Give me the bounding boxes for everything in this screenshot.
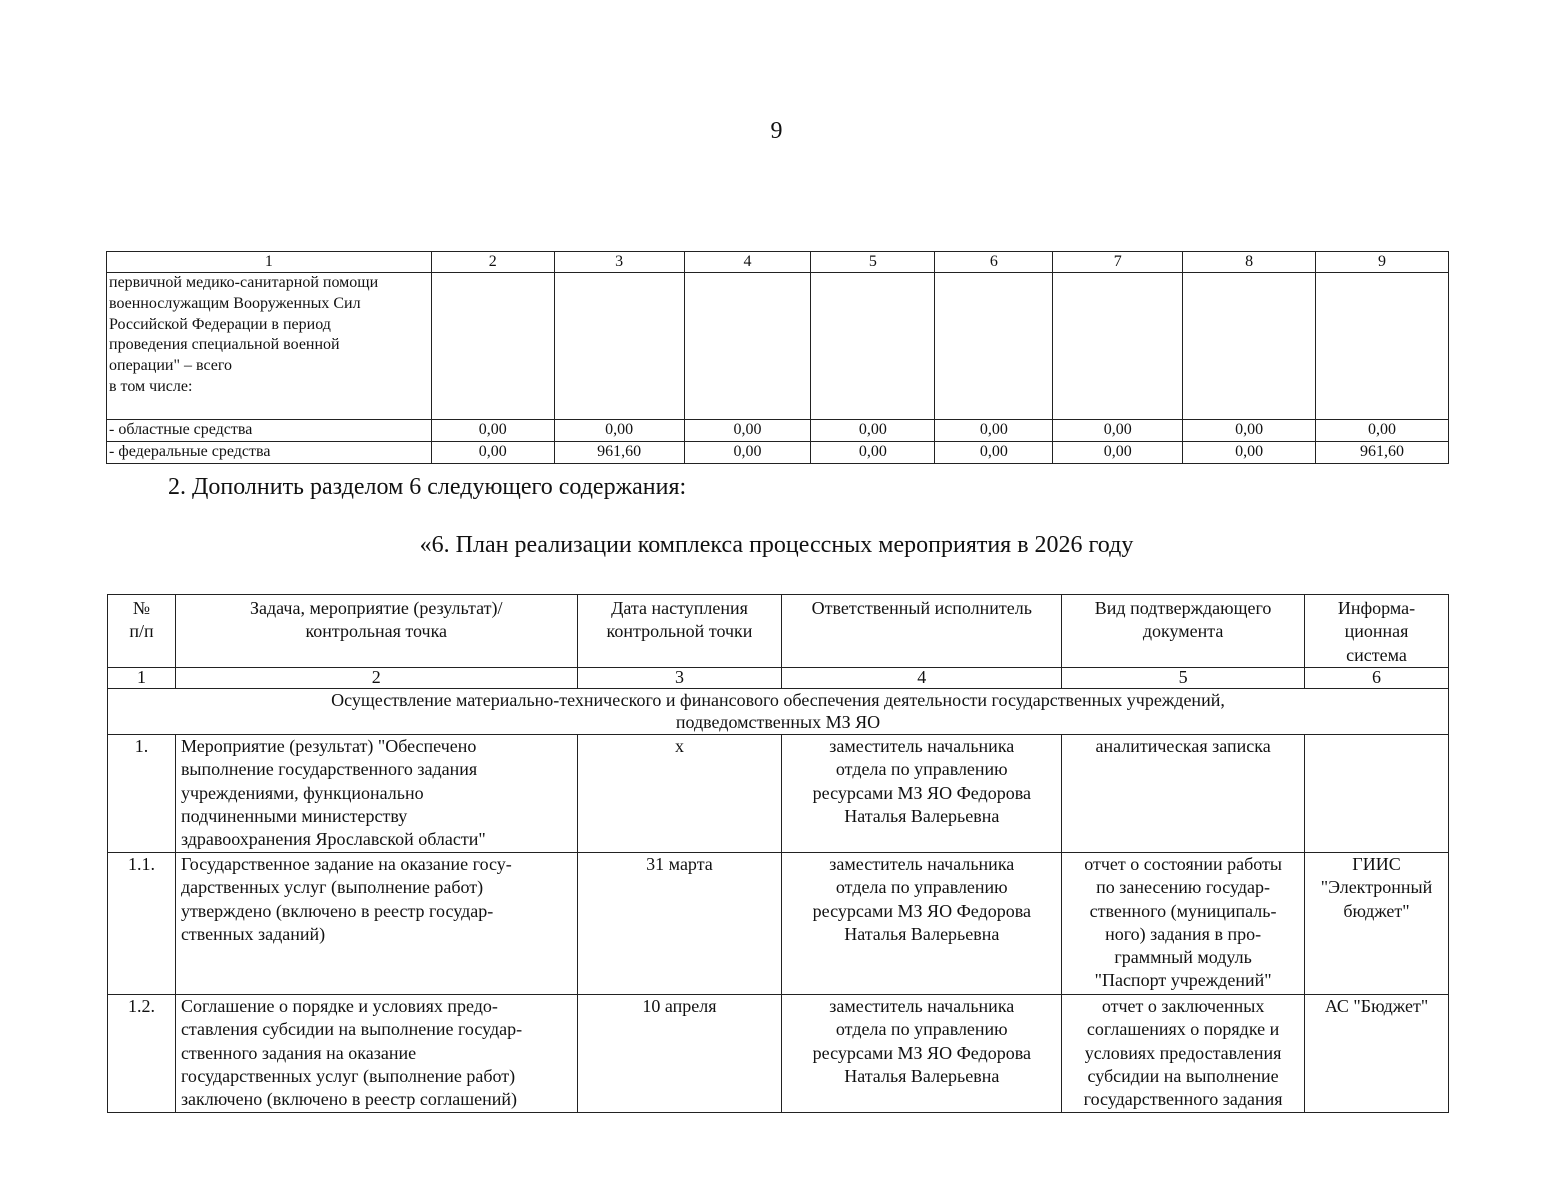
column-number: 8 [1183,252,1316,273]
header-task: Задача, мероприятие (результат)/ контрольная точка [175,595,577,668]
column-number: 6 [935,252,1053,273]
row-label: - федеральные средства [107,442,432,464]
row-system [1305,735,1449,853]
column-number: 1 [108,668,176,689]
cell-value: 961,60 [554,442,684,464]
column-number: 5 [1062,668,1305,689]
row-date: 31 марта [577,853,782,995]
cell-value: 0,00 [1053,442,1183,464]
amendment-heading: 2. Дополнить разделом 6 следующего содержания: [168,474,687,500]
cell-value: 0,00 [935,420,1053,442]
row-system: АС "Бюджет" [1305,995,1449,1113]
cell-value: 0,00 [684,420,811,442]
row-responsible: заместитель начальника отдела по управлению ресурсами МЗ ЯО Федорова Наталья Валерьевна [782,735,1062,853]
row-document: отчет о состоянии работы по занесению государ- ственного (муниципаль- ного) задания в про- граммный модуль "Паспорт учреждений" [1062,853,1305,995]
column-number: 6 [1305,668,1449,689]
cell-value: 0,00 [935,442,1053,464]
row-date: 10 апреля [577,995,782,1113]
cell-value: 0,00 [1316,420,1449,442]
column-number: 3 [554,252,684,273]
row-task: Соглашение о порядке и условиях предо- ставления субсидии на выполнение государ- ственного задания на оказание государственных услуг (выполнение работ) заключено (включено в реестр соглашений) [175,995,577,1113]
cell-value: 0,00 [1183,442,1316,464]
cell-value: 0,00 [811,420,935,442]
row-responsible: заместитель начальника отдела по управлению ресурсами МЗ ЯО Федорова Наталья Валерьевна [782,853,1062,995]
column-number: 7 [1053,252,1183,273]
plan-table-header [108,595,1449,668]
table-row [108,995,1449,1113]
header-responsible: Ответственный исполнитель [782,595,1062,668]
funding-table-header [107,252,1449,273]
row-system: ГИИС "Электронный бюджет" [1305,853,1449,995]
column-number: 2 [431,252,554,273]
row-date: х [577,735,782,853]
column-number: 4 [684,252,811,273]
cell-value: 961,60 [1316,442,1449,464]
header-date: Дата наступления контрольной точки [577,595,782,668]
section-row [108,689,1449,735]
header-document: Вид подтверждающего документа [1062,595,1305,668]
table-row [107,273,1449,420]
table-row [107,420,1449,442]
cell-value: 0,00 [431,442,554,464]
row-responsible: заместитель начальника отдела по управлению ресурсами МЗ ЯО Федорова Наталья Валерьевна [782,995,1062,1113]
cell-value: 0,00 [1183,420,1316,442]
column-number: 3 [577,668,782,689]
column-number: 1 [107,252,432,273]
cell-value: 0,00 [431,420,554,442]
header-system: Информа- ционная система [1305,595,1449,668]
row-task: Мероприятие (результат) "Обеспечено выполнение государственного задания учреждениями, функционально подчиненными министерству здравоохранения Ярославской области" [175,735,577,853]
column-number-row [108,668,1449,689]
plan-heading: «6. План реализации комплекса процессных мероприятия в 2026 году [419,532,1134,558]
cell-value: 0,00 [811,442,935,464]
column-number: 2 [175,668,577,689]
table-row [107,442,1449,464]
row-number: 1.1. [108,853,176,995]
row-label: - областные средства [107,420,432,442]
table-row [108,853,1449,995]
row-document: аналитическая записка [1062,735,1305,853]
plan-table [107,594,1449,1113]
cell-value: 0,00 [1053,420,1183,442]
column-number: 4 [782,668,1062,689]
table-row [108,735,1449,853]
row-description: первичной медико-санитарной помощи военнослужащим Вооруженных Сил Российской Федерации в период проведения специальной военной операции" – всего в том числе: [107,273,432,420]
page-number: 9 [770,118,783,144]
column-number: 5 [811,252,935,273]
section-title: Осуществление материально-технического и финансового обеспечения деятельности государственных учреждений, подведомственных МЗ ЯО [108,689,1449,735]
row-document: отчет о заключенных соглашениях о порядке и условиях предоставления субсидии на выполнение государственного задания [1062,995,1305,1113]
row-number: 1. [108,735,176,853]
row-task: Государственное задание на оказание госу- дарственных услуг (выполнение работ) утверждено (включено в реестр государ- ственных заданий) [175,853,577,995]
cell-value: 0,00 [684,442,811,464]
header-number: № п/п [108,595,176,668]
cell-value: 0,00 [554,420,684,442]
column-number: 9 [1316,252,1449,273]
row-number: 1.2. [108,995,176,1113]
funding-table [106,251,1449,464]
